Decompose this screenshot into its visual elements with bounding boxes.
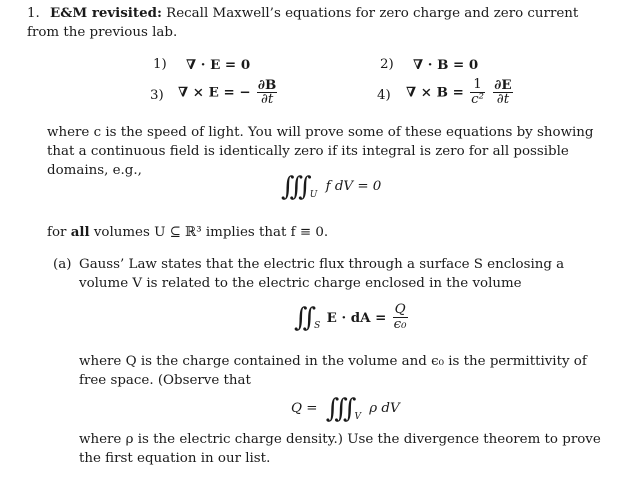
for-all-post: volumes U ⊆ ℝ³ implies that f ≡ 0. [93, 225, 329, 240]
eq4-fraction-2-numerator: ∂E [494, 77, 512, 93]
part-a-gauss-paragraph: Gauss’ Law states that the electric flux through a surface S enclosing a volume V is related to the electric charge enclosed in the volume [79, 257, 565, 291]
charge-integral-sign: ∭ [325, 394, 352, 424]
charge-lhs: Q = [291, 401, 318, 416]
flux-fraction [393, 303, 408, 332]
double-integral-sign: ∬ [294, 303, 312, 333]
problem-header [27, 4, 612, 42]
part-a-density-paragraph: where ρ is the electric charge density.) Use the divergence theorem to prove the first equation in our list. [79, 432, 601, 466]
eq1-number: 1) [153, 57, 167, 72]
eq2-number: 2) [380, 57, 394, 72]
eq3 [178, 78, 279, 107]
triple-integral-domain: U [309, 190, 318, 200]
flux-equation [294, 303, 410, 333]
eq4-fraction-1-denominator: c² [471, 92, 484, 107]
eq4-fraction-2-denominator: ∂t [496, 92, 510, 107]
part-a-charge-paragraph: where Q is the charge contained in the volume and ϵ₀ is the permittivity of free space. (Observe that [79, 354, 587, 388]
flux-fraction-numerator: Q [394, 302, 406, 317]
problem-intro: Recall Maxwell’s equations for zero charge and zero current from the previous lab. [27, 6, 579, 40]
for-all-volumes-line [47, 223, 328, 242]
eq4 [406, 78, 515, 107]
flux-body: E · dA = [326, 309, 387, 326]
eq4-fraction-1-numerator: 1 [470, 78, 485, 93]
charge-integral-body: ρ dV [369, 401, 400, 416]
eq4-fraction-1 [470, 78, 485, 107]
eq2: ∇ · B = 0 [413, 57, 479, 73]
eq3-fraction-numerator: ∂B [257, 77, 277, 93]
eq3-number: 3) [150, 88, 164, 103]
part-a-label: (a) [53, 257, 72, 272]
triple-integral-equation [281, 172, 381, 202]
eq4-fraction-2 [493, 78, 512, 107]
triple-integral-body: f dV = 0 [325, 179, 382, 194]
double-integral-domain: S [314, 321, 321, 331]
problem-number: 1. [27, 6, 40, 21]
for-all-bold: all [70, 224, 90, 240]
eq3-fraction-denominator: ∂t [260, 92, 274, 107]
charge-equation [291, 394, 400, 424]
problem-title: E&M revisited: [50, 5, 162, 21]
eq3-fraction [257, 78, 277, 107]
flux-fraction-denominator: ϵ₀ [393, 317, 407, 332]
triple-integral-sign: ∭ [281, 172, 307, 202]
speed-of-light-paragraph: where c is the speed of light. You will prove some of these equations by showing that a continuous field is identically zero if its integral is zero for all possible domains, e.g., [47, 125, 594, 178]
eq1: ∇ · E = 0 [186, 57, 251, 73]
charge-integral-domain: V [354, 412, 361, 422]
eq4-lhs: ∇ × B = [406, 84, 464, 101]
eq4-number: 4) [377, 88, 391, 103]
eq3-lhs: ∇ × E = − [178, 84, 251, 101]
for-all-pre: for [47, 225, 67, 240]
